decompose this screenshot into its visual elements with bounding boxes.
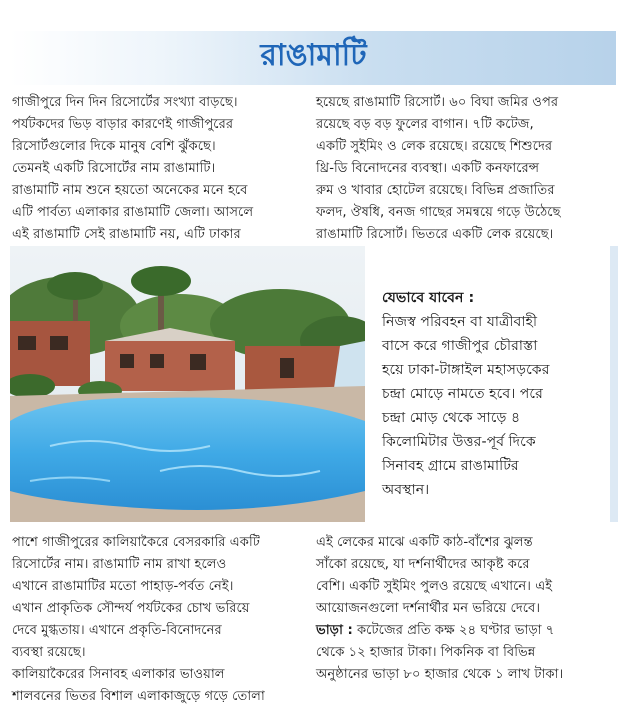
text-line: বেশি। একটি সুইমিং পুলও রয়েছে এখানে। এই (316, 579, 553, 594)
directions-heading: যেভাবে যাবেন : (382, 290, 475, 306)
text-line: কালিয়াকৈরের সিনাবহ এলাকার ভাওয়াল (12, 667, 225, 682)
text-line: থ্রি-ডি বিনোদনের ব্যবস্থা। একটি কনফারেন্স (316, 161, 540, 176)
body-column-right (316, 532, 621, 686)
text-line: এই লেকের মাঝে একটি কাঠ-বাঁশের ঝুলন্ত (316, 535, 533, 550)
text-line: পাশে গাজীপুরের কালিয়াকৈরে বেসরকারি একটি (12, 535, 260, 550)
text-line: রিসোর্টের নাম। রাঙামাটি নাম রাখা হলেও (12, 557, 227, 572)
text-line: শালবনের ভিতর বিশাল এলাকাজুড়ে গড়ে তোলা (12, 689, 265, 704)
text-line: গাজীপুরে দিন দিন রিসোর্টের সংখ্যা বাড়ছে। (12, 95, 238, 110)
text-line: সাঁকো রয়েছে, যা দর্শনার্থীদের আকৃষ্ট করে (316, 557, 530, 572)
directions-line: সিনাবহ গ্রামে রাঙামাটির (382, 458, 519, 474)
text-line: একটি সুইমিং ও লেক রয়েছে। রয়েছে শিশুদের (316, 139, 553, 154)
text-line: এখান প্রাকৃতিক সৌন্দর্য পর্যটকের চোখ ভরিয়ে (12, 601, 250, 616)
text-line: এখানে রাঙামাটির মতো পাহাড়-পর্বত নেই। (12, 579, 234, 594)
intro-column-left (12, 92, 304, 246)
fare-line (316, 620, 621, 642)
text-line: রয়েছে বড় বড় ফুলের বাগান। ৭টি কটেজ, (316, 117, 534, 132)
directions-line: হয়ে ঢাকা-টাঙ্গাইল মহাসড়কের (382, 362, 550, 378)
text-line: আয়োজনগুলো দর্শনার্থীর মন ভরিয়ে দেবে। (316, 601, 541, 616)
page-title: রাঙামাটি (260, 38, 367, 73)
intro-column-right (316, 92, 621, 246)
text-line: রুম ও খাবার হোটেল রয়েছে। বিভিন্ন প্রজাতির (316, 183, 555, 198)
directions-line: চন্দ্রা মোড় থেকে সাড়ে ৪ (382, 410, 521, 426)
text-line: এই রাঙামাটি সেই রাঙামাটি নয়, এটি ঢাকার (12, 227, 241, 242)
text-line: পর্যটকদের ভিড় বাড়ার কারণেই গাজীপুরের (12, 117, 234, 132)
text-line: অনুষ্ঠানের ভাড়া ৮০ হাজার থেকে ১ লাখ টাকা। (316, 667, 564, 682)
text-line: রাঙামাটি রিসোর্ট। ভিতরে একটি লেক রয়েছে। (316, 227, 554, 242)
fare-text: কটেজের প্রতি কক্ষ ২৪ ঘণ্টার ভাড়া ৭ (352, 623, 555, 638)
text-line: রিসোর্টগুলোর দিকে মানুষ বেশি ঝুঁকছে। (12, 139, 216, 154)
text-line: হয়েছে রাঙামাটি রিসোর্ট। ৬০ বিঘা জমির ওপর (316, 95, 559, 110)
fare-label: ভাড়া : (316, 623, 353, 638)
directions-line: অবস্থান। (382, 482, 430, 498)
body-column-left (12, 532, 312, 708)
directions-box (382, 286, 620, 502)
directions-line: বাসে করে গাজীপুর চৌরাস্তা (382, 338, 538, 354)
directions-line: চন্দ্রা মোড়ে নামতে হবে। পরে (382, 386, 543, 402)
directions-line: নিজস্ব পরিবহন বা যাত্রীবাহী (382, 314, 537, 330)
text-line: থেকে ১২ হাজার টাকা। পিকনিক বা বিভিন্ন (316, 645, 536, 660)
text-line: তেমনই একটি রিসোর্টের নাম রাঙামাটি। (12, 161, 216, 176)
resort-pool-photo (10, 246, 365, 522)
text-line: ফলদ, ঔষধি, বনজ গাছের সমন্বয়ে গড়ে উঠেছে (316, 205, 561, 220)
directions-line: কিলোমিটার উত্তর-পূর্ব দিকে (382, 434, 536, 450)
text-line: এটি পার্বত্য এলাকার রাঙামাটি জেলা। আসলে (12, 205, 254, 220)
text-line: ব্যবস্থা রয়েছে। (12, 645, 86, 660)
text-line: দেবে মুগ্ধতায়। এখানে প্রকৃতি-বিনোদনের (12, 623, 222, 638)
text-line: রাঙামাটি নাম শুনে হয়তো অনেকের মনে হবে (12, 183, 248, 198)
